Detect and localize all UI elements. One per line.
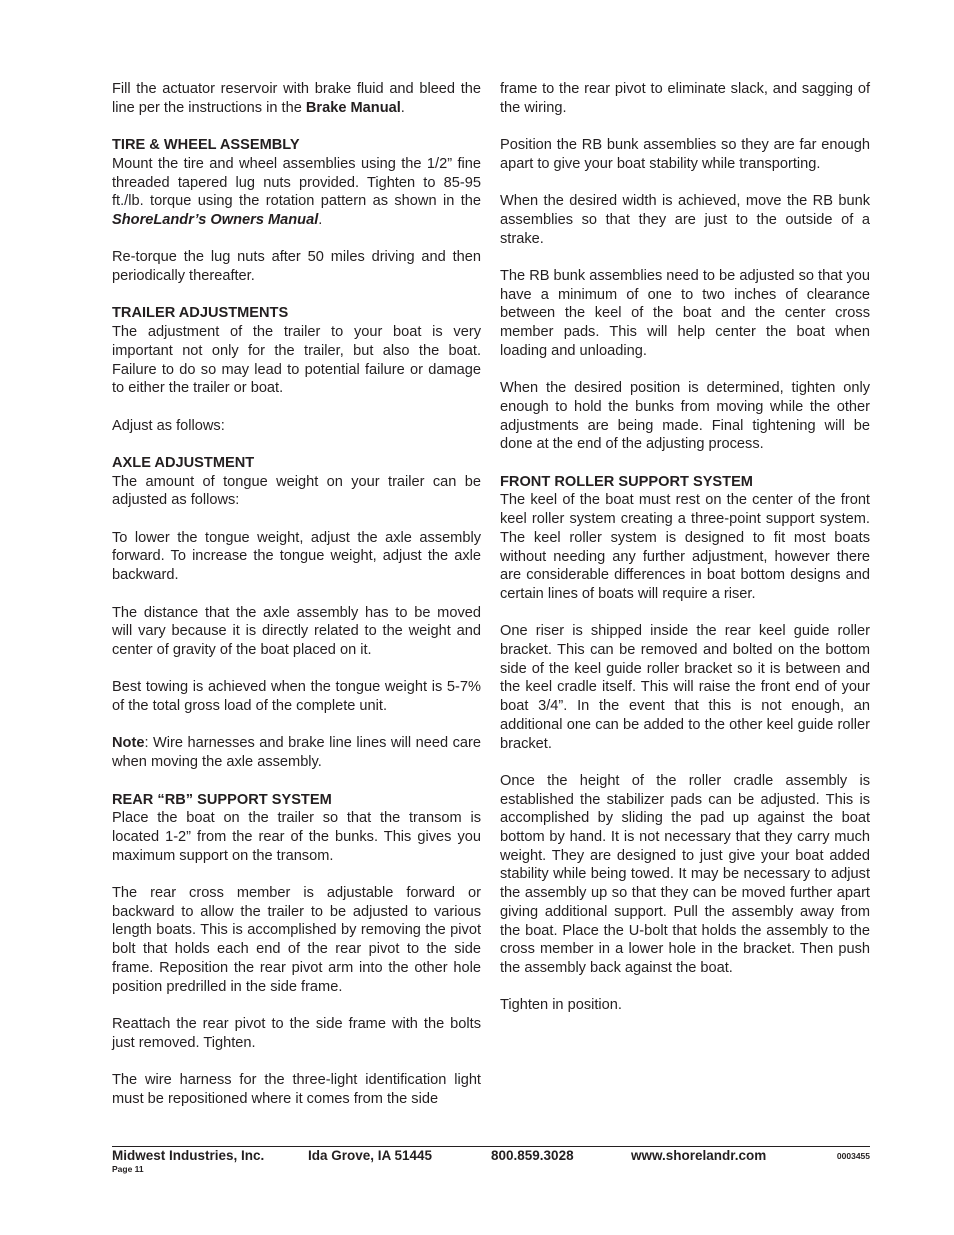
axle-paragraph-2: To lower the tongue weight, adjust the axle assembly forward. To increase the tongue weight, adjust the axle backward. [112, 529, 481, 584]
axle-paragraph-1: The amount of tongue weight on your trailer can be adjusted as follows: [112, 473, 481, 509]
adjust-as-follows: Adjust as follows: [112, 417, 225, 434]
axle-note: Note: Wire harnesses and brake line lines will need care when moving the axle assembly. [112, 735, 481, 771]
right-paragraph-2: Position the RB bunk assemblies so they are far enough apart to give your boat stability while transporting. [500, 137, 870, 172]
footer-website: www.shorelandr.com [631, 1148, 767, 1163]
note-label: Note [112, 735, 145, 752]
footer-doc-code: 0003455 [836, 1151, 870, 1161]
rear-rb-heading: REAR “RB” SUPPORT SYSTEM [112, 791, 332, 808]
front-roller-paragraph-1: The keel of the boat must rest on the center of the front keel roller system creating a three-point support system. The keel roller system is designed to fit most boats without needing any further adjustment, however there are considerable differences in boat bottom designs and certain lines of boats will require a riser. [500, 492, 870, 602]
footer-company: Midwest Industries, Inc. [112, 1148, 265, 1163]
tire-wheel-heading: TIRE & WHEEL ASSEMBLY [112, 137, 300, 154]
rear-rb-paragraph-2: The rear cross member is adjustable forward or backward to allow the trailer to be adjusted to various length boats. This is accomplished by removing the pivot bolt that holds each end of the rear pivot to the side frame. Reposition the rear pivot arm into the other hole position predrilled in the side frame. [112, 885, 481, 995]
footer-city: Ida Grove, IA 51445 [308, 1148, 433, 1163]
front-roller-paragraph-4: Tighten in position. [500, 997, 622, 1014]
footer-phone: 800.859.3028 [491, 1148, 574, 1163]
rear-rb-paragraph-3: Reattach the rear pivot to the side frame with the bolts just removed. Tighten. [112, 1015, 481, 1051]
rear-rb-paragraph-1: Place the boat on the trailer so that the transom is located 1-2” from the rear of the bunks. This gives you maximum support on the transom. [112, 810, 481, 864]
right-paragraph-4: The RB bunk assemblies need to be adjusted so that you have a minimum of one to two inches of clearance between the keel of the boat and the center cross member pads. This will help center the boat when loading and unloading. [500, 267, 870, 359]
footer-page-number: Page 11 [112, 1164, 144, 1174]
front-roller-heading: FRONT ROLLER SUPPORT SYSTEM [500, 473, 753, 490]
right-paragraph-5: When the desired position is determined, tighten only enough to hold the bunks from moving while the other adjustments are being made. Final tightening will be done at the end of the adjusting process. [500, 380, 870, 453]
brake-manual-ref: Brake Manual [305, 99, 401, 116]
retorque-paragraph: Re-torque the lug nuts after 50 miles driving and then periodically thereafter. [112, 249, 481, 284]
axle-paragraph-4: Best towing is achieved when the tongue weight is 5-7% of the total gross load of the complete unit. [112, 679, 481, 715]
front-roller-paragraph-2: One riser is shipped inside the rear keel guide roller bracket. This can be removed and bolted on the bottom side of the keel guide roller bracket so it is between and the keel cradle itself. This will raise the front end of your boat 3/4”. In the event that this is not enough, an additional one can be added to the other keel guide roller bracket. [500, 623, 870, 752]
axle-adjustment-heading: AXLE ADJUSTMENT [112, 454, 255, 471]
right-paragraph-3: When the desired width is achieved, move the RB bunk assemblies so that they are just to the outside of a strake. [500, 193, 870, 247]
axle-paragraph-3: The distance that the axle assembly has to be moved will vary because it is directly related to the weight and center of gravity of the boat placed on it. [112, 604, 481, 658]
intro-paragraph: Fill the actuator reservoir with brake fluid and bleed the line per the instructions in the Brake Manual. [112, 81, 481, 116]
owners-manual-ref: ShoreLandr’s Owners Manual [112, 211, 319, 228]
front-roller-paragraph-3: Once the height of the roller cradle assembly is established the stabilizer pads can be adjusted. This is accomplished by sliding the pad up against the boat bottom by hand. It is not necessary that they carry much weight. They are designed to just give your boat added stability while being towed. It may be necessary to adjust the assembly up so that they can be moved further apart giving additional support. Pull the assembly away from the boat. Place the U-bolt that holds the assembly to the cross member in a lower hole in the bracket. Then push the assembly back against the boat. [500, 772, 870, 976]
rear-rb-paragraph-4: The wire harness for the three-light identification light must be repositioned where it comes from the side [112, 1072, 481, 1107]
trailer-adjustments-paragraph: The adjustment of the trailer to your boat is very important not only for the trailer, but also the boat. Failure to do so may lead to potential failure or damage to either the trailer or boat. [112, 324, 481, 397]
tire-wheel-paragraph: Mount the tire and wheel assemblies using the 1/2” fine threaded tapered lug nuts provided. Tighten to 85-95 ft./lb. torque using the rotation pattern as shown in the ShoreLandr’s Owners Manual. [112, 155, 481, 228]
left-column [112, 80, 481, 1108]
right-column [500, 80, 870, 1015]
trailer-adjustments-heading: TRAILER ADJUSTMENTS [112, 305, 289, 322]
right-paragraph-1: frame to the rear pivot to eliminate slack, and sagging of the wiring. [500, 81, 870, 116]
